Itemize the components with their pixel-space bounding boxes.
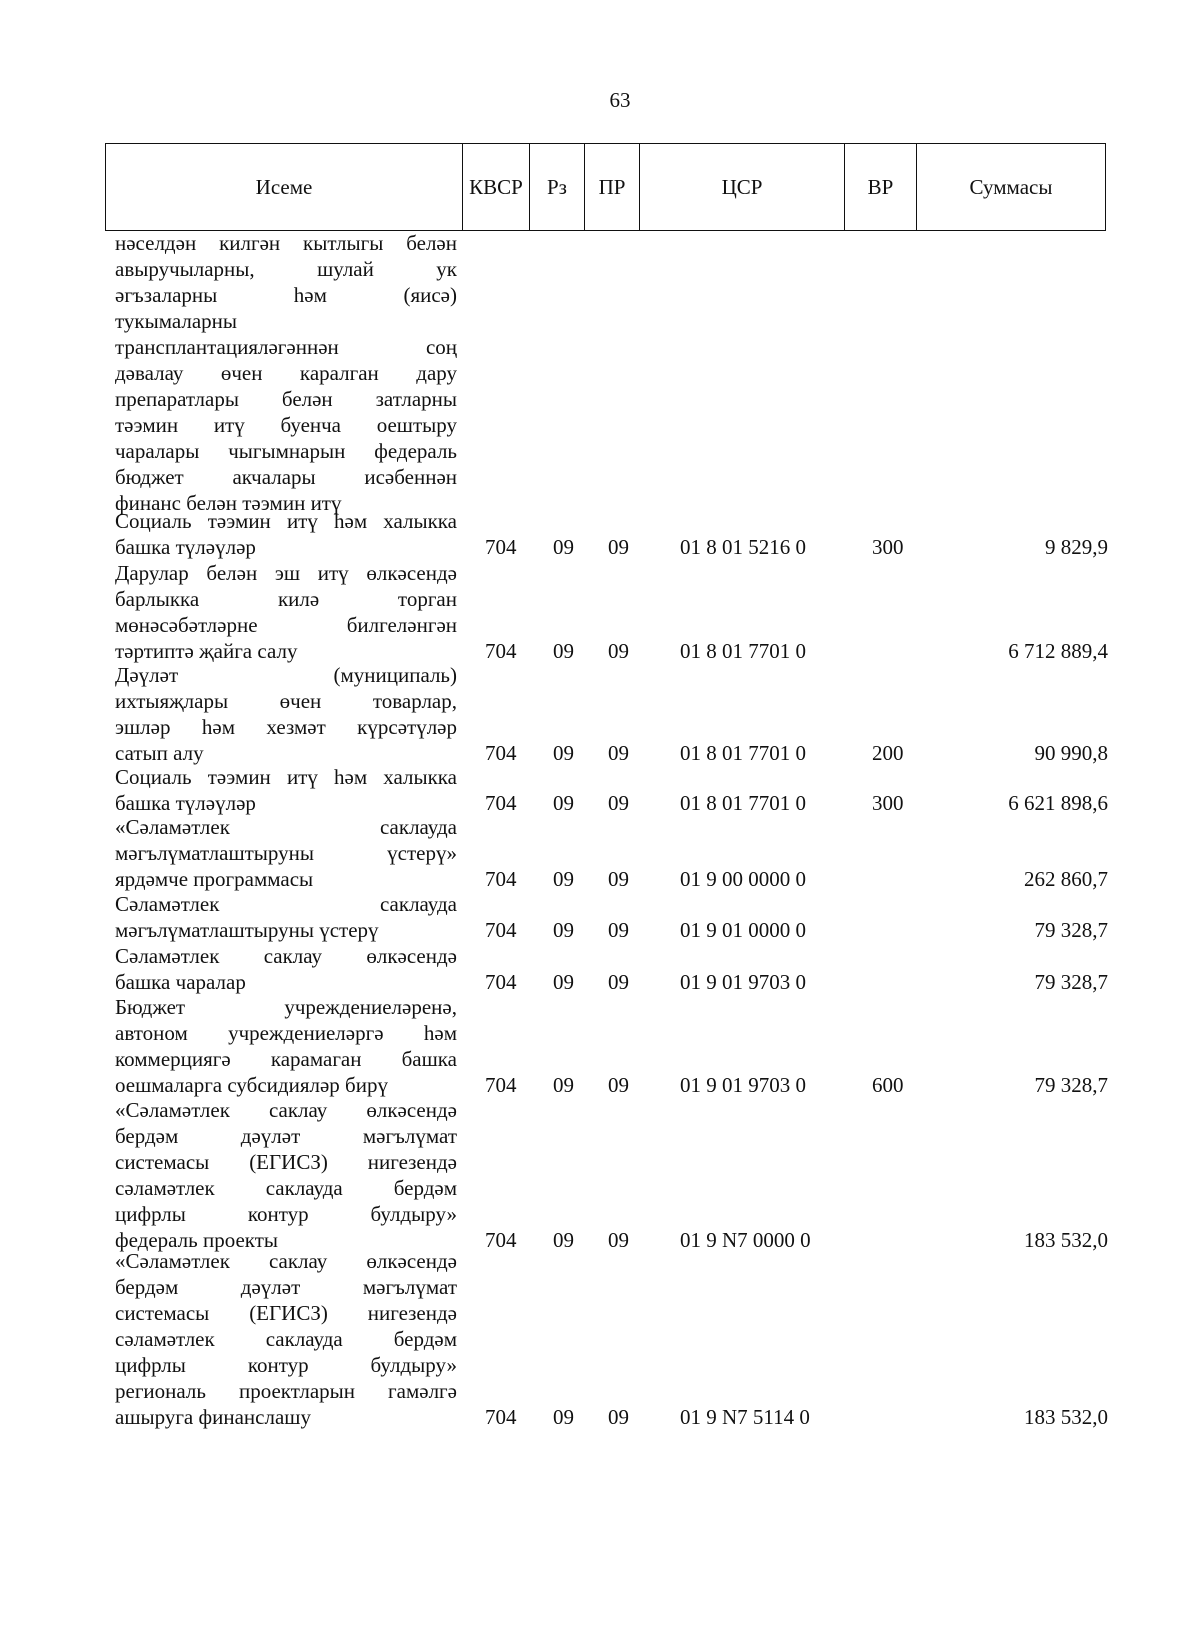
row-csr: 01 9 00 0000 0 [680, 867, 806, 891]
row-sum: 183 532,0 [1024, 1228, 1108, 1252]
row-name-line: бюджет акчалары исәбеннән [115, 465, 457, 489]
row-name-line: сәламәтлек саклауда бердәм [115, 1327, 457, 1351]
row-rz: 09 [553, 639, 574, 663]
header-rz: Рз [530, 144, 585, 231]
row-sum: 6 621 898,6 [1008, 791, 1108, 815]
row-rz: 09 [553, 918, 574, 942]
row-csr: 01 8 01 7701 0 [680, 741, 806, 765]
row-kvsr: 704 [485, 970, 517, 994]
row-csr: 01 9 N7 5114 0 [680, 1405, 810, 1429]
row-name-line: чаралары чыгымнарын федераль [115, 439, 457, 463]
row-name [115, 1097, 457, 1253]
header-name: Исеме [106, 144, 463, 231]
row-name-line: цифрлы контур булдыру» [115, 1353, 457, 1377]
row-kvsr: 704 [485, 741, 517, 765]
header-csr: ЦСР [640, 144, 845, 231]
row-csr: 01 9 01 0000 0 [680, 918, 806, 942]
row-name-line: Социаль тәэмин итү һәм халыкка [115, 765, 457, 789]
row-sum: 183 532,0 [1024, 1405, 1108, 1429]
row-name-line: коммерциягә карамаган башка [115, 1047, 457, 1071]
row-vr: 300 [872, 535, 904, 559]
row-name-line: мәгълүматлаштыруны үстерү» [115, 841, 457, 865]
row-name-line: авыручыларны, шулай ук [115, 257, 457, 281]
row-name-line: башка түләүләр [115, 791, 256, 815]
row-name-line: әгъзаларны һәм (яисә) [115, 283, 457, 307]
row-rz: 09 [553, 867, 574, 891]
row-pr: 09 [608, 791, 629, 815]
row-name-line: Дәүләт (муниципаль) [115, 663, 457, 687]
row-pr: 09 [608, 918, 629, 942]
row-rz: 09 [553, 1228, 574, 1252]
row-rz: 09 [553, 970, 574, 994]
row-name-line: тәртиптә җайга салу [115, 639, 298, 663]
row-name [115, 764, 457, 816]
row-sum: 79 328,7 [1034, 1073, 1108, 1097]
row-pr: 09 [608, 1073, 629, 1097]
row-name-line: эшләр һәм хезмәт күрсәтүләр [115, 715, 457, 739]
row-rz: 09 [553, 535, 574, 559]
row-name [115, 508, 457, 560]
row-name-line: бердәм дәүләт мәгълүмат [115, 1124, 457, 1148]
header-vr: ВР [845, 144, 917, 231]
row-name-line: Дарулар белән эш итү өлкәсендә [115, 561, 457, 585]
row-name-line: ихтыяҗлары өчен товарлар, [115, 689, 457, 713]
row-csr: 01 8 01 7701 0 [680, 791, 806, 815]
row-vr: 300 [872, 791, 904, 815]
row-pr: 09 [608, 970, 629, 994]
row-kvsr: 704 [485, 1405, 517, 1429]
row-kvsr: 704 [485, 867, 517, 891]
row-name-line: Сәламәтлек саклау өлкәсендә [115, 944, 457, 968]
row-name-line: Бюджет учреждениеләренә, [115, 995, 457, 1019]
row-csr: 01 8 01 7701 0 [680, 639, 806, 663]
row-pr: 09 [608, 639, 629, 663]
row-sum: 6 712 889,4 [1008, 639, 1108, 663]
row-rz: 09 [553, 1405, 574, 1429]
header-pr: ПР [585, 144, 640, 231]
row-name-line: мөнәсәбәтләрне билгеләнгән [115, 613, 457, 637]
row-name-line: нәселдән килгән кытлыгы белән [115, 231, 457, 255]
row-name-line: барлыкка килә торган [115, 587, 457, 611]
row-name-line: препаратлары белән затларны [115, 387, 457, 411]
row-sum: 79 328,7 [1034, 918, 1108, 942]
table-header [105, 143, 1106, 231]
row-name-line: тукымаларны [115, 309, 238, 333]
row-sum: 90 990,8 [1034, 741, 1108, 765]
row-kvsr: 704 [485, 791, 517, 815]
row-name-line: Сәламәтлек саклауда [115, 892, 457, 916]
row-name [115, 662, 457, 766]
row-name-line: региональ проектларын гамәлгә [115, 1379, 457, 1403]
row-name-line: системасы (ЕГИСЗ) нигезендә [115, 1301, 457, 1325]
table-header-row [106, 144, 1106, 231]
page-number: 63 [609, 88, 631, 112]
row-csr: 01 9 01 9703 0 [680, 1073, 806, 1097]
row-name-line: системасы (ЕГИСЗ) нигезендә [115, 1150, 457, 1174]
row-name-line: трансплантацияләгәннән соң [115, 335, 457, 359]
row-name-line: мәгълүматлаштыруны үстерү [115, 918, 379, 942]
row-kvsr: 704 [485, 639, 517, 663]
row-name-line: дәвалау өчен каралган дару [115, 361, 457, 385]
row-name-line: башка чаралар [115, 970, 246, 994]
row-name-line: сатып алу [115, 741, 204, 765]
row-csr: 01 9 N7 0000 0 [680, 1228, 811, 1252]
row-pr: 09 [608, 867, 629, 891]
row-name [115, 814, 457, 892]
row-name [115, 943, 457, 995]
header-kvsr: КВСР [463, 144, 530, 231]
row-kvsr: 704 [485, 918, 517, 942]
row-name-line: сәламәтлек саклауда бердәм [115, 1176, 457, 1200]
row-name [115, 1248, 457, 1430]
row-csr: 01 9 01 9703 0 [680, 970, 806, 994]
row-kvsr: 704 [485, 1073, 517, 1097]
row-name-line: башка түләүләр [115, 535, 256, 559]
row-pr: 09 [608, 1228, 629, 1252]
row-name-line: тәэмин итү буенча оештыру [115, 413, 457, 437]
row-name-line: «Сәламәтлек саклау өлкәсендә [115, 1098, 457, 1122]
row-name-line: бердәм дәүләт мәгълүмат [115, 1275, 457, 1299]
row-rz: 09 [553, 791, 574, 815]
row-rz: 09 [553, 1073, 574, 1097]
row-sum: 9 829,9 [1045, 535, 1108, 559]
row-kvsr: 704 [485, 535, 517, 559]
row-name-line: Социаль тәэмин итү һәм халыкка [115, 509, 457, 533]
row-name-line: цифрлы контур булдыру» [115, 1202, 457, 1226]
row-kvsr: 704 [485, 1228, 517, 1252]
row-name [115, 994, 457, 1098]
row-rz: 09 [553, 741, 574, 765]
header-sum: Суммасы [917, 144, 1106, 231]
row-csr: 01 8 01 5216 0 [680, 535, 806, 559]
row-vr: 200 [872, 741, 904, 765]
row-name-line: автоном учреждениеләргә һәм [115, 1021, 457, 1045]
row-vr: 600 [872, 1073, 904, 1097]
row-name-line: «Сәламәтлек саклауда [115, 815, 457, 839]
row-name [115, 560, 457, 664]
row-pr: 09 [608, 741, 629, 765]
row-pr: 09 [608, 535, 629, 559]
row-name-line: ярдәмче программасы [115, 867, 314, 891]
row-name [115, 891, 457, 943]
row-sum: 79 328,7 [1034, 970, 1108, 994]
row-sum: 262 860,7 [1024, 867, 1108, 891]
row-name-line: «Сәламәтлек саклау өлкәсендә [115, 1249, 457, 1273]
row-name-line: финанс белән тәэмин итү [115, 491, 342, 515]
row-name-line: федераль проекты [115, 1228, 278, 1252]
row-pr: 09 [608, 1405, 629, 1429]
row-name-line: ашыруга финанслашу [115, 1405, 311, 1429]
row-name-line: оешмаларга субсидияләр бирү [115, 1073, 388, 1097]
row-name [115, 230, 457, 516]
